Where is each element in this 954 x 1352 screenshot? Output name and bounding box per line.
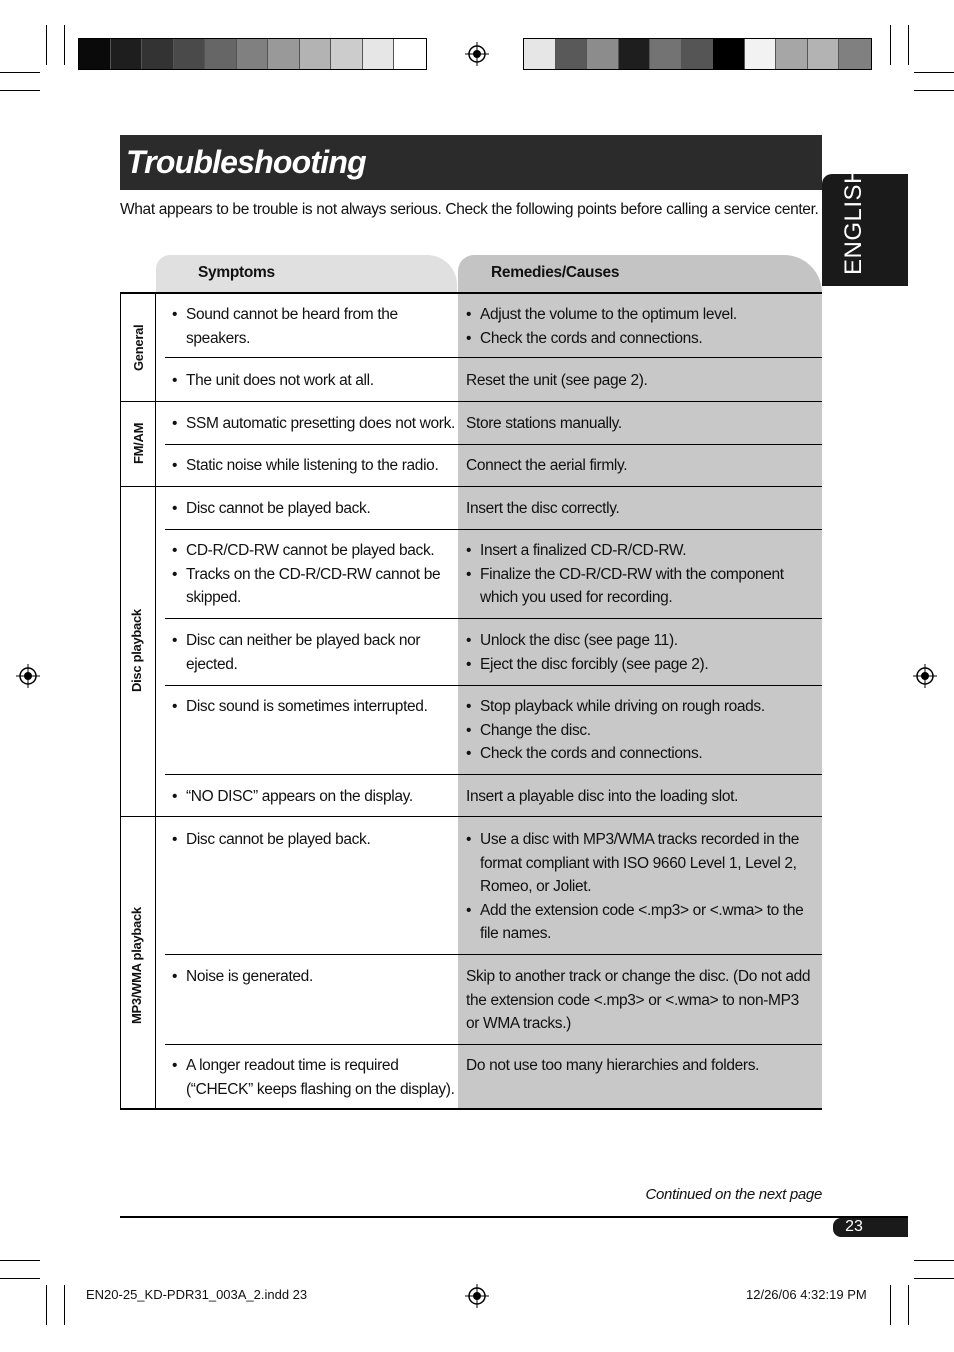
symptom-cell	[172, 785, 458, 809]
continued-note: Continued on the next page	[645, 1186, 822, 1203]
page-title: Troubleshooting	[126, 144, 366, 180]
remedy-text: Skip to another track or change the disc. (Do not add the extension code <.mp3> or <.wma> to non-MP3 or WMA tracks.)	[466, 968, 811, 1032]
remedy-item: • Insert a finalized CD-R/CD-RW.	[466, 539, 814, 563]
color-swatch	[682, 39, 714, 69]
color-swatch	[268, 39, 300, 69]
symptom-item: • The unit does not work at all.	[172, 369, 458, 393]
color-swatch	[331, 39, 363, 69]
remedy-cell	[466, 497, 814, 521]
slug-date: 12/26/06 4:32:19 PM	[746, 1287, 867, 1302]
remedy-item: • Change the disc.	[466, 719, 814, 743]
color-swatch	[808, 39, 840, 69]
category-disc-playback: Disc playback	[129, 609, 144, 692]
color-swatch	[839, 39, 871, 69]
remedy-item: • Unlock the disc (see page 11).	[466, 629, 814, 653]
remedy-text: Do not use too many hierarchies and folders.	[466, 1057, 760, 1074]
color-swatch	[79, 39, 111, 69]
color-swatch	[174, 39, 206, 69]
color-swatch	[205, 39, 237, 69]
remedy-item: • Check the cords and connections.	[466, 327, 814, 351]
remedy-cell	[466, 1054, 814, 1078]
symptom-item: • “NO DISC” appears on the display.	[172, 785, 458, 809]
color-swatch	[111, 39, 143, 69]
symptom-cell	[172, 454, 458, 478]
remedy-cell	[466, 695, 814, 766]
slug-filename: EN20-25_KD-PDR31_003A_2.indd 23	[86, 1287, 308, 1302]
remedy-item: • Adjust the volume to the optimum level.	[466, 303, 814, 327]
remedy-cell	[466, 369, 814, 393]
symptom-item: • Disc cannot be played back.	[172, 828, 458, 852]
symptom-item: • Disc can neither be played back nor ejected.	[172, 629, 458, 676]
remedies-header-label: Remedies/Causes	[491, 264, 620, 281]
registration-mark-icon	[465, 42, 489, 66]
symptom-cell	[172, 965, 458, 989]
category-fmam: FM/AM	[131, 422, 146, 464]
remedy-item: • Eject the disc forcibly (see page 2).	[466, 653, 814, 677]
remedy-text: Insert the disc correctly.	[466, 500, 620, 517]
remedy-item: • Stop playback while driving on rough roads.	[466, 695, 814, 719]
registration-mark-icon	[465, 1284, 489, 1308]
color-swatch	[300, 39, 332, 69]
remedy-cell	[466, 303, 814, 350]
remedy-cell	[466, 539, 814, 610]
remedy-cell	[466, 412, 814, 436]
color-swatch	[237, 39, 269, 69]
color-swatch	[713, 39, 745, 69]
color-swatch	[745, 39, 777, 69]
symptom-item: • Disc sound is sometimes interrupted.	[172, 695, 458, 719]
remedy-item: • Finalize the CD-R/CD-RW with the component which you used for recording.	[466, 563, 814, 610]
symptom-item: • Noise is generated.	[172, 965, 458, 989]
symptom-cell	[172, 497, 458, 521]
category-mp3-wma-playback: MP3/WMA playback	[129, 907, 144, 1024]
remedy-text: Store stations manually.	[466, 415, 622, 432]
symptom-item: • CD-R/CD-RW cannot be played back.	[172, 539, 458, 563]
color-swatch	[394, 39, 426, 69]
symptom-cell	[172, 828, 458, 852]
symptom-cell	[172, 1054, 458, 1101]
language-label: ENGLISH	[840, 166, 867, 275]
color-swatch	[142, 39, 174, 69]
color-swatch	[556, 39, 588, 69]
remedy-cell	[466, 629, 814, 676]
symptom-item: • SSM automatic presetting does not work.	[172, 412, 458, 436]
remedy-cell	[466, 785, 814, 809]
symptom-item: • Static noise while listening to the radio.	[172, 454, 458, 478]
remedy-text: Connect the aerial firmly.	[466, 457, 628, 474]
symptom-item: • Sound cannot be heard from the speakers.	[172, 303, 458, 350]
remedy-cell	[466, 965, 814, 1036]
page-number: 23	[845, 1218, 863, 1235]
symptom-cell	[172, 539, 458, 610]
remedy-cell	[466, 828, 814, 946]
color-swatch	[619, 39, 651, 69]
footer-rule	[120, 1216, 908, 1218]
remedy-text: Reset the unit (see page 2).	[466, 372, 648, 389]
symptom-cell	[172, 412, 458, 436]
intro-text: What appears to be trouble is not always serious. Check the following points before calling a service center.	[120, 201, 819, 218]
remedy-cell	[466, 454, 814, 478]
remedy-text: Insert a playable disc into the loading slot.	[466, 788, 739, 805]
color-calibration-bar-right	[523, 38, 872, 70]
symptom-cell	[172, 303, 458, 350]
registration-mark-icon	[16, 664, 40, 688]
remedy-item: • Add the extension code <.mp3> or <.wma> to the file names.	[466, 899, 814, 946]
color-swatch	[776, 39, 808, 69]
registration-mark-icon	[913, 664, 937, 688]
symptom-cell	[172, 369, 458, 393]
color-swatch	[650, 39, 682, 69]
symptom-item: • Tracks on the CD-R/CD-RW cannot be skipped.	[172, 563, 458, 610]
remedy-item: • Use a disc with MP3/WMA tracks recorded in the format compliant with ISO 9660 Level 1, Level 2, Romeo, or Joliet.	[466, 828, 814, 899]
category-general: General	[131, 324, 146, 371]
symptom-item: • A longer readout time is required (“CHECK” keeps flashing on the display).	[172, 1054, 458, 1101]
remedy-item: • Check the cords and connections.	[466, 742, 814, 766]
symptoms-header-label: Symptoms	[198, 264, 275, 281]
symptom-cell	[172, 629, 458, 676]
color-swatch	[587, 39, 619, 69]
symptom-cell	[172, 695, 458, 719]
symptom-item: • Disc cannot be played back.	[172, 497, 458, 521]
color-swatch	[363, 39, 395, 69]
color-swatch	[524, 39, 556, 69]
color-calibration-bar-left	[78, 38, 427, 70]
